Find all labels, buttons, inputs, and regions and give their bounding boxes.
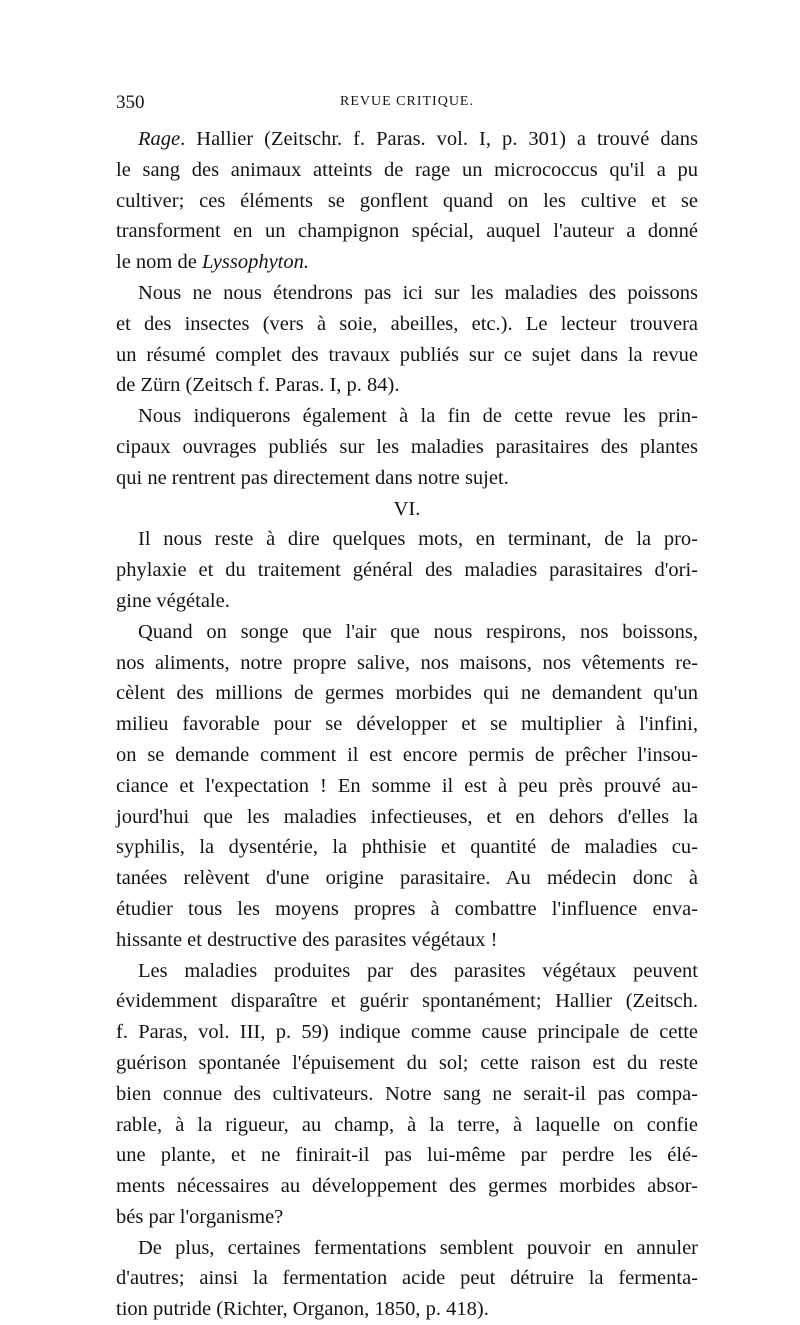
italic-term: Rage (138, 128, 181, 150)
text-line (116, 863, 698, 894)
text-line (116, 124, 698, 155)
text-line (116, 1171, 698, 1202)
text-line (116, 617, 698, 648)
line-text: d'autres; ainsi la fermentation acide peut détruire la fermenta- (116, 1267, 698, 1290)
line-text: le nom de (116, 251, 202, 274)
paragraph (116, 1233, 698, 1325)
paragraph (116, 956, 698, 1233)
text-line (116, 1294, 698, 1325)
paragraph (116, 524, 698, 616)
text-line (116, 186, 698, 217)
page-header (116, 92, 698, 118)
text-line (116, 1202, 698, 1233)
page (116, 92, 698, 1325)
line-text: De plus, certaines fermentations semblent pouvoir en annuler (138, 1236, 698, 1259)
running-title: REVUE CRITIQUE. (340, 94, 474, 109)
line-text: et des insectes (vers à soie, abeilles, etc.). Le lecteur trouvera (116, 312, 698, 335)
page-number: 350 (116, 92, 145, 113)
line-text: étudier tous les moyens propres à combattre l'influence enva- (116, 897, 698, 920)
text-line (116, 802, 698, 833)
line-text: Nous indiquerons également à la fin de cette revue les prin- (138, 405, 698, 428)
paragraph (116, 617, 698, 956)
text-line (116, 771, 698, 802)
text-line (116, 1079, 698, 1110)
line-text: le sang des animaux atteints de rage un micrococcus qu'il a pu (116, 158, 698, 181)
paragraph (116, 401, 698, 493)
text-line (116, 555, 698, 586)
section-heading: VI. (393, 497, 421, 520)
line-text: évidemment disparaître et guérir spontanément; Hallier (Zeitsch. (116, 990, 698, 1013)
text-line (116, 340, 698, 371)
line-text: Il nous reste à dire quelques mots, en terminant, de la pro- (138, 528, 698, 551)
line-text: on se demande comment il est encore permis de prêcher l'insou- (116, 743, 698, 766)
line-text: de Zürn (Zeitsch f. Paras. I, p. 84). (116, 374, 400, 397)
line-text: nos aliments, notre propre salive, nos maisons, nos vêtements re- (116, 651, 698, 674)
line-text: jourd'hui que les maladies infectieuses, et en dehors d'elles la (116, 805, 698, 828)
text-line (116, 278, 698, 309)
text-line (116, 1048, 698, 1079)
text-line (116, 832, 698, 863)
text-line (116, 894, 698, 925)
line-text: ments nécessaires au développement des germes morbides absor- (116, 1175, 698, 1198)
paragraph (116, 124, 698, 278)
line-text: cipaux ouvrages publiés sur les maladies parasitaires des plantes (116, 435, 698, 458)
text-line (116, 678, 698, 709)
text-line (116, 586, 698, 617)
text-line (116, 925, 698, 956)
text-line (116, 463, 698, 494)
text-line (116, 986, 698, 1017)
line-text: gine végétale. (116, 589, 230, 612)
text-line (116, 155, 698, 186)
paragraph (116, 278, 698, 401)
text-line (116, 1140, 698, 1171)
line-text: qui ne rentrent pas directement dans notre sujet. (116, 466, 509, 489)
line-text: une plante, et ne finirait-il pas lui-même par perdre les élé- (116, 1144, 698, 1167)
line-text: Quand on songe que l'air que nous respirons, nos boissons, (138, 620, 698, 643)
line-text: tanées relèvent d'une origine parasitaire. Au médecin donc à (116, 867, 698, 890)
line-text: guérison spontanée l'épuisement du sol; cette raison est du reste (116, 1051, 698, 1074)
text-line (116, 1263, 698, 1294)
line-text: f. Paras, vol. III, p. 59) indique comme cause principale de cette (116, 1021, 698, 1044)
line-text: un résumé complet des travaux publiés sur ce sujet dans la revue (116, 343, 698, 366)
text-line (116, 709, 698, 740)
line-text: . Hallier (Zeitschr. f. Paras. vol. I, p. 301) a trouvé dans (180, 128, 698, 150)
line-text: bien connue des cultivateurs. Notre sang ne serait-il pas compa- (116, 1082, 698, 1105)
text-line (116, 247, 698, 278)
text-line (116, 956, 698, 987)
line-text: rable, à la rigueur, au champ, à la terre, à laquelle on confie (116, 1113, 698, 1136)
line-text: phylaxie et du traitement général des maladies parasitaires d'ori- (116, 559, 698, 582)
line-text: hissante et destructive des parasites végétaux ! (116, 928, 498, 951)
line-text: milieu favorable pour se développer et se multiplier à l'infini, (116, 713, 698, 736)
line-text: transforment en un champignon spécial, auquel l'auteur a donné (116, 220, 698, 243)
line-text: Nous ne nous étendrons pas ici sur les maladies des poissons (138, 281, 698, 304)
text-line (116, 1233, 698, 1264)
text-line (116, 401, 698, 432)
text-line (116, 1110, 698, 1141)
line-text: syphilis, la dysentérie, la phthisie et quantité de maladies cu- (116, 836, 698, 859)
line-text: tion putride (Richter, Organon, 1850, p. 418). (116, 1298, 489, 1321)
text-line (116, 740, 698, 771)
body-text (116, 124, 698, 1325)
line-text: bés par l'organisme? (116, 1205, 284, 1228)
italic-term: Lyssophyton. (201, 251, 309, 274)
text-line (116, 370, 698, 401)
line-text: ciance et l'expectation ! En somme il est à peu près prouvé au- (116, 774, 698, 797)
text-line (116, 524, 698, 555)
text-line (116, 309, 698, 340)
text-line (116, 1017, 698, 1048)
line-text: cultiver; ces éléments se gonflent quand on les cultive et se (116, 189, 698, 212)
text-line (116, 432, 698, 463)
line-text: cèlent des millions de germes morbides qui ne demandent qu'un (116, 682, 698, 705)
text-line (116, 216, 698, 247)
line-text: Les maladies produites par des parasites végétaux peuvent (138, 959, 698, 982)
text-line (116, 648, 698, 679)
